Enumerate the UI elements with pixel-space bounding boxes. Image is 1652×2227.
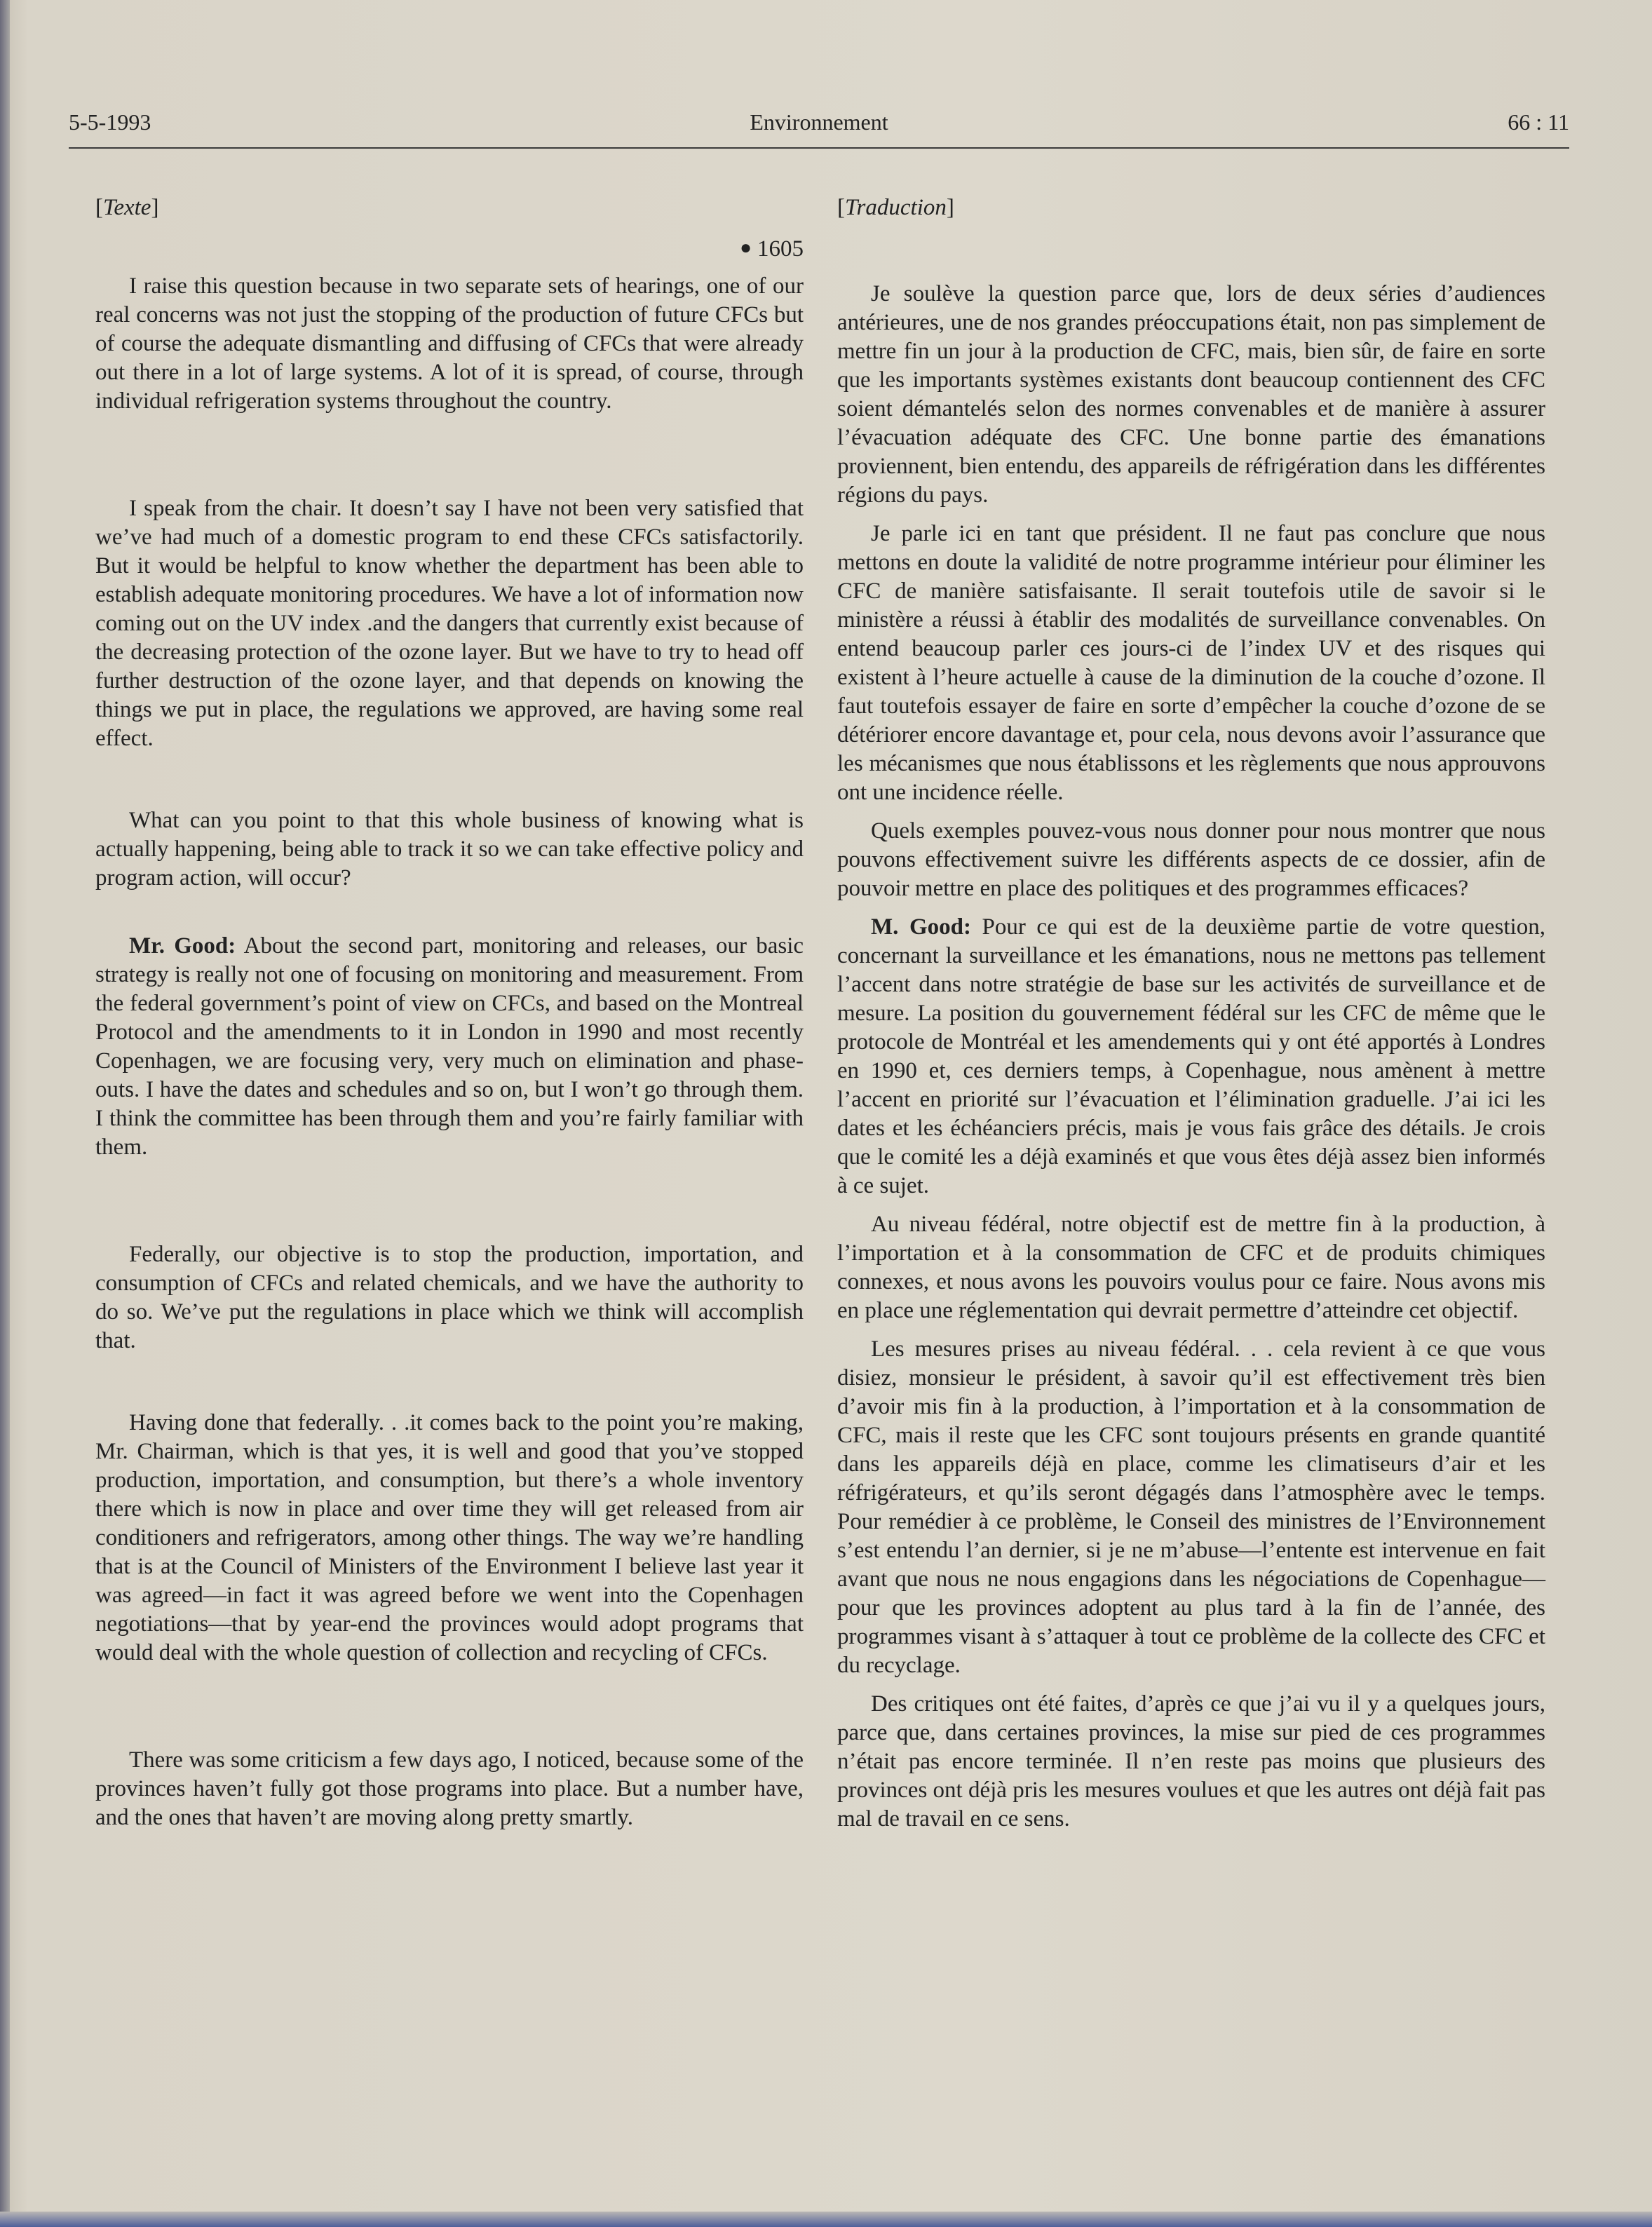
header-date: 5-5-1993 [69, 109, 151, 135]
paragraph-en-4 [95, 932, 804, 1162]
paragraph-en-3: What can you point to that this whole business of knowing what is actually happening, being able to track it so we can take effective policy and program action, will occur? [95, 808, 804, 891]
paragraph-en-6: Having done that federally. . .it comes back to the point you’re making, Mr. Chairman, which is that yes, it is well and good that you’ve stopped production, importation, and consumption, but there’s a whole inventory there which is now in place and over time they will get released from air conditioners and refrigerators, among other things. The way we’re handling that is at the Council of Ministers of the Environment I believe last year it was agreed—in fact it was agreed before we went into the Copenhagen negotiations—that by year-end the provinces would adopt programs that would deal with the whole question of collection and recycling of CFCs. [95, 1410, 804, 1665]
paragraph-en-7: There was some criticism a few days ago, I noticed, because some of the provinces haven’t fully got those programs into place. But a number have, and the ones that haven’t are moving along pretty smartly. [95, 1747, 804, 1830]
page-bottom-edge [0, 2212, 1652, 2227]
english-column [95, 194, 804, 1832]
timestamp [95, 233, 804, 264]
paragraph-fr-4-text: Pour ce qui est de la deuxième partie de votre question, concernant la surveillance et les émanations, nous ne mettons pas tellement l’accent dans notre stratégie de base sur les activités de surveillance et de mesure. La position du gouvernement fédéral sur les CFC de même que le protocole de Montréal et les amendements qui y ont été apportés à Londres en 1990 et, ces derniers temps, à Copenhague, nous amènent à mettre l’accent en priorité sur l’évacuation et l’élimination graduelle. J’ai ici les dates et les échéanciers précis, mais je vous fais grâce des détails. Je crois que le comité les a déjà examinés et que vous êtes déjà assez bien informés à ce sujet. [837, 914, 1545, 1198]
paragraph-fr-6: Les mesures prises au niveau fédéral. . . cela revient à ce que vous disiez, monsieur le président, à savoir qu’il est effectivement très bien d’avoir mis fin à la production, à l’importation et à la consommation de CFC, mais il reste que les CFC sont toujours présents en grande quantité dans les appareils déjà en place, comme les climatiseurs d’air et les réfrigérateurs, et qu’ils seront dégagés dans l’atmosphère avec le temps. Pour remédier à ce problème, le Conseil des ministres de l’Environnement s’est entendu l’an dernier, si je ne m’abuse—l’entente est intervenue en fait avant que nous ne nous engagions dans les négociations de Copenhague—pour que les provinces adoptent au plus tard à la fin de l’année, des programmes visant à s’attaquer à tout ce problème de la collecte des CFC et du recyclage. [837, 1336, 1545, 1678]
timestamp-value: 1605 [757, 236, 804, 262]
running-header [69, 105, 1569, 147]
paragraph-en-4-text: About the second part, monitoring and releases, our basic strategy is really not one of focusing on monitoring and measurement. From the federal government’s point of view on CFCs, and based on the Montreal Protocol and the amendments to it in London in 1990 and most recently Copenhagen, we are focusing very, very much on elimination and phase-outs. I have the dates and schedules and so on, but I won’t go through them. I think the committee has been through them and you’re fairly familiar with them. [95, 933, 804, 1160]
tag-text: Traduction [845, 195, 947, 220]
paragraph-fr-3: Quels exemples pouvez-vous nous donner pour nous montrer que nous pouvons effectivement suivre les différents aspects de ce dossier, afin de pouvoir mettre en place des politiques et des programmes efficaces? [837, 818, 1545, 901]
paragraph-fr-5: Au niveau fédéral, notre objectif est de mettre fin à la production, à l’importation et à la consommation de CFC et de produits chimiques connexes, et nous avons les pouvoirs voulus pour ce faire. Nous avons mis en place une réglementation qui devrait permettre d’atteindre cet objectif. [837, 1212, 1545, 1323]
paragraph-fr-7: Des critiques ont été faites, d’après ce que j’ai vu il y a quelques jours, parce que, dans certaines provinces, la mise sur pied de ces programmes n’était pas encore terminée. Il n’en reste pas moins que plusieurs des provinces ont déjà pris les mesures voulues et que les autres ont déjà fait pas mal de travail en ce sens. [837, 1691, 1545, 1832]
french-column [837, 194, 1545, 1834]
section-tag-texte: [Texte] [95, 195, 159, 220]
paragraph-en-2: I speak from the chair. It doesn’t say I have not been very satisfied that we’ve had much of a domestic program to end these CFCs satisfactorily. But it would be helpful to know whether the department has been able to establish adequate monitoring procedures. We have a lot of information now coming out on the UV index .and the dangers that currently exist because of the decreasing protection of the ozone layer. But we have to try to head off further destruction of the ozone layer, and that depends on knowing the things we put in place, the regulations we approved, are having some real effect. [95, 496, 804, 751]
bullet-icon: ● [740, 237, 752, 259]
speaker-name: M. Good: [871, 914, 971, 940]
binding-edge [0, 0, 10, 2227]
paragraph-fr-2: Je parle ici en tant que président. Il ne faut pas conclure que nous mettons en doute la validité de notre programme intérieur pour éliminer les CFC de manière satisfaisante. Il serait toutefois utile de savoir si le ministère a réussi à établir des modalités de surveillance convenables. On entend beaucoup parler ces jours-ci de l’index UV et des risques qui existent à l’heure actuelle à cause de la diminution de la couche d’ozone. Il faut toutefois essayer de faire en sorte d’empêcher la couche d’ozone de se détériorer encore davantage et, pour cela, nous devons avoir l’assurance que les mécanismes que nous établissons et les règlements que nous approuvons ont une incidence réelle. [837, 521, 1545, 805]
header-title: Environnement [750, 109, 888, 135]
paragraph-en-1: I raise this question because in two separate sets of hearings, one of our real concerns was not just the stopping of the production of future CFCs but of course the adequate dismantling and diffusing of CFCs that were already out there in a lot of large systems. A lot of it is spread, of course, through individual refrigeration systems throughout the country. [95, 273, 804, 414]
header-page-number: 66 : 11 [1508, 109, 1569, 135]
paragraph-en-5: Federally, our objective is to stop the production, importation, and consumption of CFCs and related chemicals, and we have the authority to do so. We’ve put the regulations in place which we think will accomplish that. [95, 1242, 804, 1353]
section-tag-traduction: [Traduction] [837, 195, 954, 220]
speaker-name: Mr. Good: [129, 933, 236, 959]
paragraph-fr-4 [837, 913, 1545, 1200]
tag-text: Texte [103, 195, 151, 220]
paragraph-fr-1: Je soulève la question parce que, lors de deux séries d’audiences antérieures, une de nos grandes préoccupations était, non pas simplement de mettre fin un jour à la production de CFC, mais, bien sûr, de faire en sorte que les importants systèmes existants dont beaucoup contiennent des CFC soient démantelés selon des normes convenables et de manière à assurer l’évacuation adéquate des CFC. Une bonne partie des émanations proviennent, bien entendu, des appareils de réfrigération dans les différentes régions du pays. [837, 281, 1545, 508]
header-rule [69, 147, 1569, 149]
